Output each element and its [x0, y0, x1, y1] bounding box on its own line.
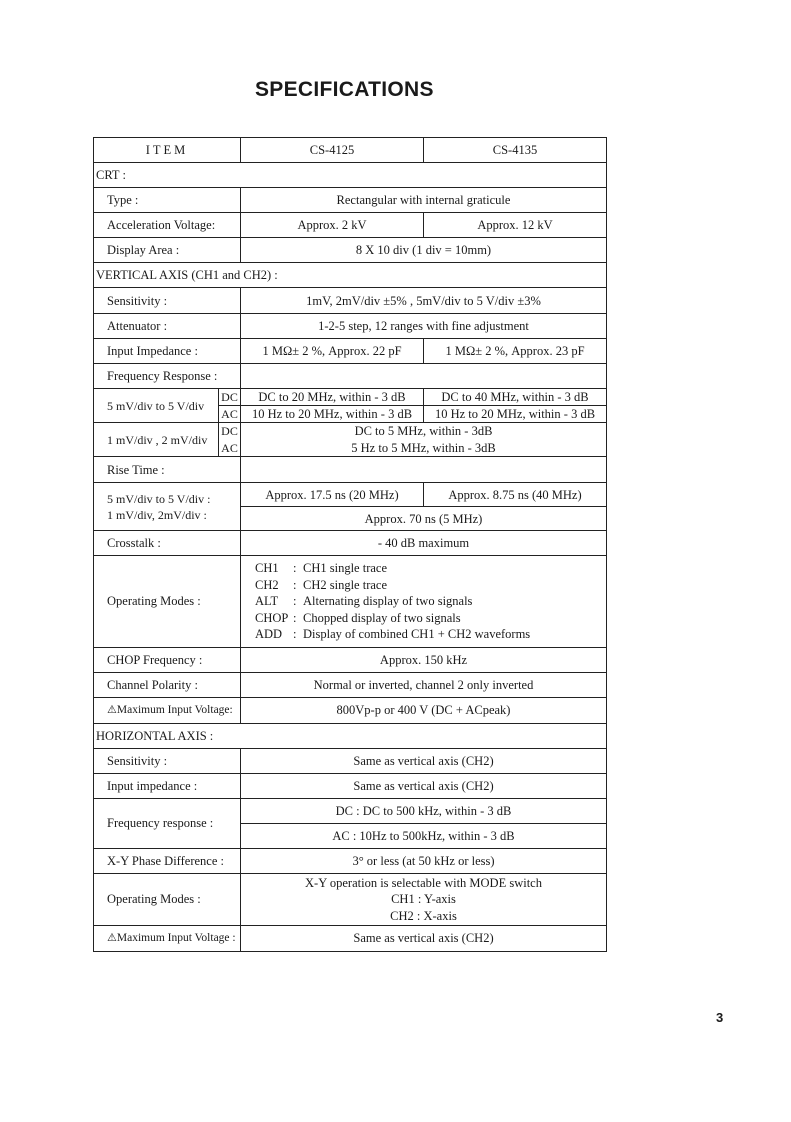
row-label: Input impedance :	[94, 773, 241, 798]
table-row	[94, 723, 607, 748]
section-crt: CRT :	[94, 163, 607, 188]
xy-mode-line: CH2 : X-axis	[390, 908, 457, 923]
table-row	[94, 848, 607, 873]
xy-mode-line: CH1 : Y-axis	[391, 892, 456, 907]
mode-colon: :	[293, 561, 297, 575]
mode-key: CH1	[255, 561, 279, 575]
table-row	[94, 672, 607, 697]
max-voltage-label: Maximum Input Voltage :	[116, 932, 236, 945]
operating-modes-list	[241, 556, 607, 648]
specifications-table	[93, 137, 607, 952]
dc-label: DC	[219, 389, 241, 406]
row-value: - 40 dB maximum	[241, 531, 607, 556]
row-value	[241, 798, 607, 848]
warning-icon: ⚠	[107, 932, 117, 945]
freq-r2-dc: DC to 5 MHz, within - 3dB	[241, 423, 607, 440]
mode-key: ALT	[255, 594, 279, 609]
freq-dc: DC : DC to 500 kHz, within - 3 dB	[241, 799, 606, 824]
freq-range-2: 1 mV/div , 2 mV/div	[94, 423, 219, 457]
table-row	[94, 263, 607, 288]
freq-r1-ac-a: 10 Hz to 20 MHz, within - 3 dB	[241, 406, 424, 423]
table-row	[94, 798, 607, 848]
header-model-b: CS-4135	[424, 138, 607, 163]
row-value-empty	[241, 364, 607, 389]
table-row	[94, 873, 607, 925]
list-item	[255, 577, 606, 594]
header-item: ITEM	[94, 138, 241, 163]
mode-key: ADD	[255, 627, 283, 642]
table-row	[94, 188, 607, 213]
row-label: Attenuator :	[94, 314, 241, 339]
row-label: Input Impedance :	[94, 339, 241, 364]
header-model-a: CS-4125	[241, 138, 424, 163]
mode-colon: :	[293, 577, 297, 592]
freq-ac: AC : 10Hz to 500kHz, within - 3 dB	[332, 828, 515, 843]
row-value	[241, 873, 607, 925]
table-row	[94, 531, 607, 556]
row-value-a: 1 MΩ± 2 %, Approx. 22 pF	[241, 339, 424, 364]
table-row	[94, 773, 607, 798]
row-label	[94, 697, 241, 723]
page-title: SPECIFICATIONS	[255, 78, 434, 101]
table-row	[94, 238, 607, 263]
list-item	[255, 626, 606, 643]
row-label: Crosstalk :	[94, 531, 241, 556]
table-row	[94, 163, 607, 188]
table-row	[94, 213, 607, 238]
table-row	[94, 364, 607, 389]
mode-desc: Display of combined CH1 + CH2 waveforms	[303, 627, 531, 642]
table-header-row	[94, 138, 607, 163]
warning-icon: ⚠	[107, 704, 117, 717]
mode-desc: CH2 single trace	[303, 577, 388, 592]
row-label: Operating Modes :	[94, 873, 241, 925]
table-row	[94, 697, 607, 723]
table-row	[94, 423, 607, 440]
mode-desc: CH1 single trace	[303, 561, 388, 575]
mode-colon: :	[293, 594, 297, 609]
mode-colon: :	[293, 627, 297, 642]
row-label: Sensitivity :	[94, 288, 241, 314]
table-row	[94, 389, 607, 406]
row-label: CHOP Frequency :	[94, 647, 241, 672]
row-value: Same as vertical axis (CH2)	[241, 773, 607, 798]
table-row	[94, 339, 607, 364]
table-row	[94, 556, 607, 648]
freq-r2-ac: 5 Hz to 5 MHz, within - 3dB	[241, 440, 607, 457]
row-label: Rise Time :	[94, 457, 241, 483]
table-row	[94, 925, 607, 951]
ac-label: AC	[219, 406, 241, 423]
table-row	[94, 507, 607, 531]
rise-r2: Approx. 70 ns (5 MHz)	[241, 507, 607, 531]
freq-r1-dc-b: DC to 40 MHz, within - 3 dB	[424, 389, 607, 406]
row-value: 800Vp-p or 400 V (DC + ACpeak)	[241, 697, 607, 723]
rise-r1-a: Approx. 17.5 ns (20 MHz)	[241, 483, 424, 507]
row-label: Frequency response :	[94, 798, 241, 848]
row-value: Approx. 150 kHz	[241, 647, 607, 672]
freq-r1-dc-a: DC to 20 MHz, within - 3 dB	[241, 389, 424, 406]
mode-desc: Alternating display of two signals	[303, 594, 473, 609]
table-row	[94, 647, 607, 672]
freq-r1-ac-b: 10 Hz to 20 MHz, within - 3 dB	[424, 406, 607, 423]
row-label: Type :	[94, 188, 241, 213]
rise-range-2: 1 mV/div, 2mV/div :	[94, 507, 241, 531]
row-label: X-Y Phase Difference :	[94, 848, 241, 873]
rise-range-1: 5 mV/div to 5 V/div :	[94, 483, 241, 507]
row-value: 1-2-5 step, 12 ranges with fine adjustment	[241, 314, 607, 339]
freq-range-1: 5 mV/div to 5 V/div	[94, 389, 219, 423]
row-label: Frequency Response :	[94, 364, 241, 389]
mode-colon: :	[293, 610, 297, 625]
row-value-b: Approx. 12 kV	[424, 213, 607, 238]
mode-key: CH2	[255, 577, 279, 592]
row-label: Operating Modes :	[94, 556, 241, 648]
mode-key: CHOP	[255, 610, 289, 625]
row-value-empty	[241, 457, 607, 483]
row-value: Rectangular with internal graticule	[241, 188, 607, 213]
page-number: 3	[716, 1010, 724, 1025]
table-row	[94, 314, 607, 339]
row-label: Sensitivity :	[94, 748, 241, 773]
list-item	[255, 560, 606, 577]
row-value: Same as vertical axis (CH2)	[241, 925, 607, 951]
section-vertical: VERTICAL AXIS (CH1 and CH2) :	[94, 263, 607, 288]
max-voltage-label: Maximum Input Voltage:	[116, 704, 233, 717]
dc-label: DC	[219, 423, 241, 440]
row-value: 1mV, 2mV/div ±5% , 5mV/div to 5 V/div ±3%	[241, 288, 607, 314]
list-item	[255, 593, 606, 610]
section-horizontal: HORIZONTAL AXIS :	[94, 723, 607, 748]
table-row	[94, 288, 607, 314]
row-label: Display Area :	[94, 238, 241, 263]
row-label: Channel Polarity :	[94, 672, 241, 697]
row-label	[94, 925, 241, 951]
ac-label: AC	[219, 440, 241, 457]
table-row	[94, 457, 607, 483]
table-row	[94, 483, 607, 507]
row-value: 3° or less (at 50 kHz or less)	[241, 848, 607, 873]
row-value-b: 1 MΩ± 2 %, Approx. 23 pF	[424, 339, 607, 364]
row-value-a: Approx. 2 kV	[241, 213, 424, 238]
table-row	[94, 748, 607, 773]
rise-r1-b: Approx. 8.75 ns (40 MHz)	[424, 483, 607, 507]
row-value: 8 X 10 div (1 div = 10mm)	[241, 238, 607, 263]
row-value: Same as vertical axis (CH2)	[241, 748, 607, 773]
list-item	[255, 610, 606, 627]
row-label: Acceleration Voltage:	[94, 213, 241, 238]
xy-mode-line: X-Y operation is selectable with MODE switch	[305, 875, 542, 890]
mode-desc: Chopped display of two signals	[303, 610, 461, 625]
row-value: Normal or inverted, channel 2 only inverted	[241, 672, 607, 697]
